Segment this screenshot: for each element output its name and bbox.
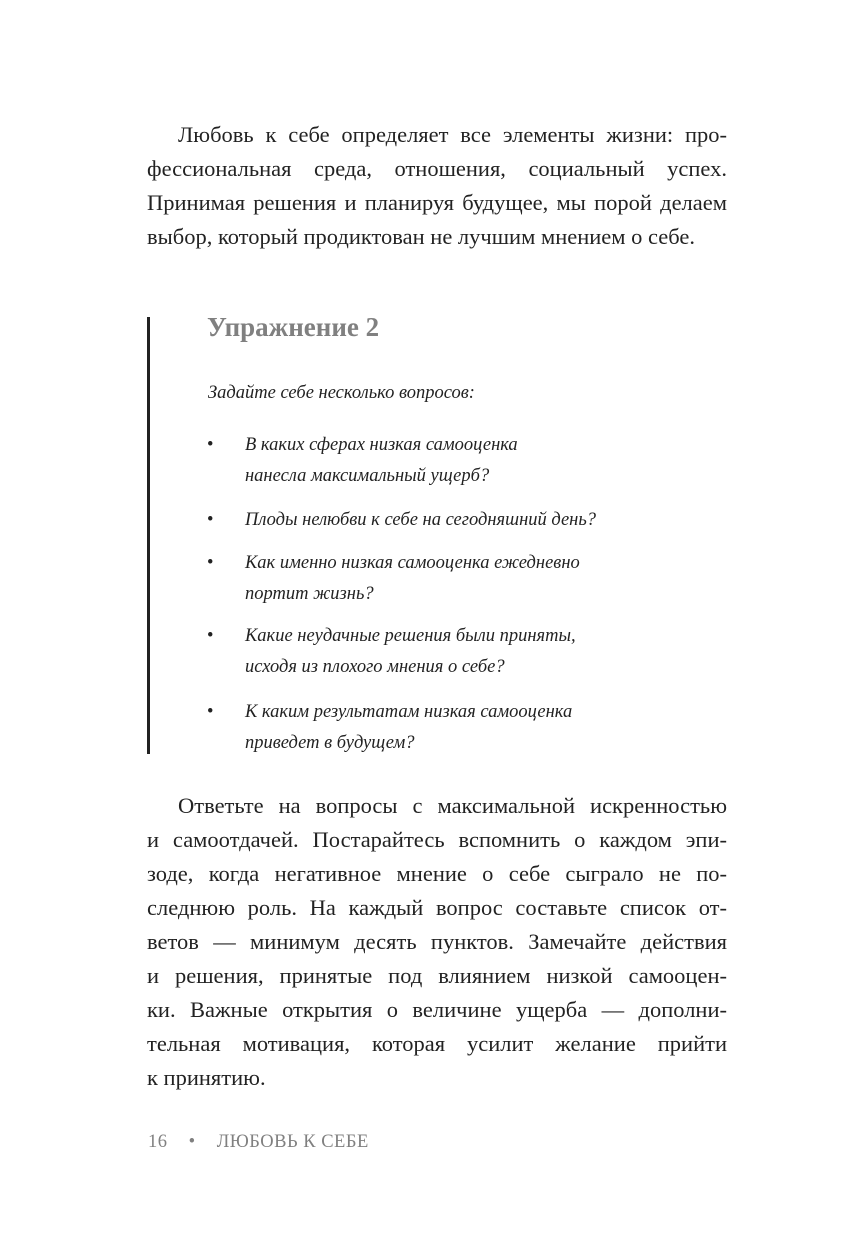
bullet-icon: • [207, 553, 214, 573]
question-line: В каких сферах низкая самооценка [245, 435, 518, 455]
exercise-title: Упражнение 2 [207, 312, 380, 342]
text-line: ветов — минимум десять пунктов. Замечайте действия [147, 929, 727, 954]
text-line: выбор, который продиктован не лучшим мнением о себе. [147, 224, 696, 249]
text-line: и решения, принятые под влиянием низкой самооцен- [147, 963, 727, 988]
text-line: Принимая решения и планируя будущее, мы порой делаем [147, 190, 727, 215]
question-line: Как именно низкая самооценка ежедневно [245, 553, 580, 573]
question-line: К каким результатам низкая самооценка [245, 702, 573, 722]
page-footer [148, 1132, 385, 1153]
text-line: Ответьте на вопросы с максимальной искренностью [178, 793, 727, 818]
bullet-icon: • [207, 626, 214, 646]
exercise-intro: Задайте себе несколько вопросов: [208, 383, 475, 403]
question-line: нанесла максимальный ущерб? [245, 466, 490, 486]
page-number: 16 [148, 1132, 168, 1152]
intro-paragraph [147, 118, 727, 254]
text-line: ки. Важные открытия о величине ущерба — дополни- [147, 997, 727, 1022]
question-line: портит жизнь? [245, 584, 374, 604]
exercise-sidebar-rule [147, 317, 150, 754]
text-line: тельная мотивация, которая усилит желание прийти [147, 1031, 727, 1056]
running-title: ЛЮБОВЬ К СЕБЕ [216, 1132, 369, 1152]
text-line: и самоотдачей. Постарайтесь вспомнить о каждом эпи- [147, 827, 727, 852]
question-line: исходя из плохого мнения о себе? [245, 657, 505, 677]
text-line: фессиональная среда, отношения, социальный успех. [147, 156, 727, 181]
text-line: к принятию. [147, 1065, 266, 1090]
text-line: следнюю роль. На каждый вопрос составьте список от- [147, 895, 727, 920]
text-line: зоде, когда негативное мнение о себе сыграло не по- [147, 861, 727, 886]
question-line: Плоды нелюбви к себе на сегодняшний день? [245, 510, 597, 530]
bullet-icon: • [207, 510, 214, 530]
text-line: Любовь к себе определяет все элементы жизни: про- [178, 122, 727, 147]
footer-separator: • [188, 1132, 196, 1152]
question-line: Какие неудачные решения были приняты, [245, 626, 576, 646]
bullet-icon: • [207, 435, 214, 455]
question-line: приведет в будущем? [245, 733, 415, 753]
instructions-paragraph [147, 789, 727, 1095]
bullet-icon: • [207, 702, 214, 722]
